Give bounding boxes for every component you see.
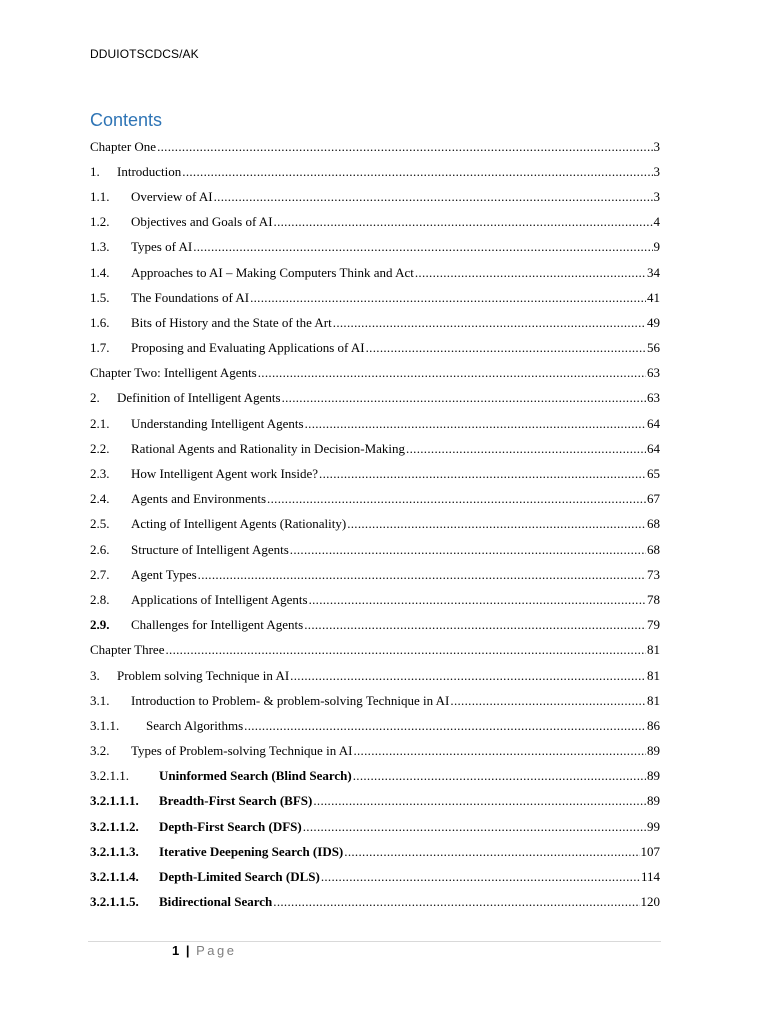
toc-entry-page: 114 (640, 869, 660, 885)
toc-entry-page: 3 (653, 163, 660, 179)
toc-entry[interactable] (90, 789, 660, 814)
toc-entry-page: 79 (647, 617, 660, 633)
toc-leader-dots (157, 139, 652, 155)
toc-entry-title: Agents and Environments (131, 491, 267, 507)
toc-entry[interactable] (90, 638, 660, 663)
toc-entry[interactable] (90, 411, 660, 436)
toc-entry-page: 86 (647, 717, 660, 733)
toc-leader-dots (250, 290, 646, 306)
toc-entry-title: Types of AI (131, 239, 193, 255)
toc-entry-title: Challenges for Intelligent Agents (131, 617, 304, 633)
toc-leader-dots (305, 416, 646, 432)
toc-entry-number: 2.5. (90, 516, 110, 532)
toc-entry-page: 89 (647, 743, 660, 759)
footer-page-number: 1 (172, 943, 180, 958)
toc-entry-page: 63 (647, 365, 660, 381)
toc-entry-number: 3.2.1.1.5. (90, 894, 139, 910)
toc-leader-dots (193, 239, 652, 255)
toc-entry-number: 3. (90, 667, 100, 683)
contents-title: Contents (90, 110, 163, 130)
toc-entry-page: 64 (647, 415, 660, 431)
toc-entry[interactable] (90, 890, 660, 915)
toc-entry-title: Definition of Intelligent Agents (117, 390, 281, 406)
toc-entry-number: 1.2. (90, 214, 110, 230)
toc-entry-page: 107 (640, 843, 660, 859)
toc-entry[interactable] (90, 461, 660, 486)
toc-entry-page: 4 (653, 214, 660, 230)
toc-entry[interactable] (90, 512, 660, 537)
toc-leader-dots (303, 819, 646, 835)
toc-leader-dots (282, 390, 646, 406)
toc-entry-page: 68 (647, 516, 660, 532)
toc-entry[interactable] (90, 386, 660, 411)
toc-entry-number: 2.6. (90, 541, 110, 557)
toc-entry-title: Breadth-First Search (BFS) (159, 793, 313, 809)
toc-entry[interactable] (90, 285, 660, 310)
toc-entry-page: 78 (647, 591, 660, 607)
toc-entry-title: Proposing and Evaluating Applications of AI (131, 340, 365, 356)
toc-leader-dots (214, 189, 653, 205)
toc-entry-number: 3.2.1.1.4. (90, 869, 139, 885)
toc-entry[interactable] (90, 159, 660, 184)
toc-entry-title: Understanding Intelligent Agents (131, 415, 304, 431)
toc-leader-dots (313, 793, 646, 809)
toc-entry-page: 68 (647, 541, 660, 557)
toc-leader-dots (267, 491, 646, 507)
toc-entry-page: 34 (647, 264, 660, 280)
toc-entry-number: 2.7. (90, 566, 110, 582)
toc-entry-number: 2. (90, 390, 100, 406)
toc-leader-dots (353, 768, 646, 784)
toc-leader-dots (198, 567, 646, 583)
toc-entry[interactable] (90, 688, 660, 713)
toc-entry-title: Applications of Intelligent Agents (131, 591, 308, 607)
toc-entry[interactable] (90, 336, 660, 361)
toc-entry-title: Approaches to AI – Making Computers Think and Act (131, 264, 414, 280)
toc-entry-title: Search Algorithms (146, 717, 244, 733)
toc-entry-title: Types of Problem-solving Technique in AI (131, 743, 353, 759)
toc-entry[interactable] (90, 436, 660, 461)
toc-entry-title: Bidirectional Search (159, 894, 273, 910)
toc-leader-dots (182, 164, 652, 180)
toc-entry[interactable] (90, 713, 660, 738)
toc-entry-number: 2.8. (90, 591, 110, 607)
toc-leader-dots (165, 642, 646, 658)
toc-entry-number: 2.1. (90, 415, 110, 431)
toc-entry-number: 1.3. (90, 239, 110, 255)
toc-entry-number: 1.4. (90, 264, 110, 280)
footer-divider (88, 941, 661, 942)
page-footer (172, 943, 237, 958)
header-code: DDUIOTSCDCS/AK (90, 47, 199, 61)
toc-entry-page: 63 (647, 390, 660, 406)
toc-entry-title: How Intelligent Agent work Inside? (131, 466, 319, 482)
toc-entry-number: 1.7. (90, 340, 110, 356)
toc-entry-title: Introduction to Problem- & problem-solving Technique in AI (131, 692, 450, 708)
toc-entry-page: 120 (640, 894, 660, 910)
toc-entry[interactable] (90, 663, 660, 688)
toc-leader-dots (309, 592, 646, 608)
toc-entry[interactable] (90, 310, 660, 335)
toc-entry-title: Acting of Intelligent Agents (Rationality) (131, 516, 347, 532)
toc-leader-dots (290, 542, 646, 558)
toc-entry[interactable] (90, 210, 660, 235)
toc-entry-page: 56 (647, 340, 660, 356)
toc-entry-title: Problem solving Technique in AI (117, 667, 290, 683)
toc-leader-dots (321, 869, 640, 885)
toc-entry-number: 3.2.1.1. (90, 768, 129, 784)
toc-entry[interactable] (90, 587, 660, 612)
toc-entry-title: Rational Agents and Rationality in Decision-Making (131, 440, 406, 456)
toc-leader-dots (406, 441, 646, 457)
toc-entry[interactable] (90, 562, 660, 587)
toc-entry-number: 3.2. (90, 743, 110, 759)
toc-entry[interactable] (90, 487, 660, 512)
toc-entry-number: 2.3. (90, 466, 110, 482)
toc-entry-number: 3.1.1. (90, 717, 120, 733)
toc-entry[interactable] (90, 839, 660, 864)
toc-entry-page: 65 (647, 466, 660, 482)
toc-entry-number: 2.9. (90, 617, 110, 633)
footer-page-word: Page (196, 943, 237, 958)
toc-entry[interactable] (90, 864, 660, 889)
toc-entry-page: 3 (653, 138, 660, 154)
toc-leader-dots (415, 265, 646, 281)
toc-leader-dots (258, 365, 646, 381)
toc-entry-page: 81 (647, 667, 660, 683)
toc-entry-title: Structure of Intelligent Agents (131, 541, 289, 557)
table-of-contents (90, 134, 660, 915)
toc-entry-number: 3.2.1.1.2. (90, 818, 139, 834)
toc-entry-number: 1.1. (90, 188, 110, 204)
toc-entry-title: Uninformed Search (Blind Search) (159, 768, 352, 784)
toc-entry-page: 81 (647, 642, 660, 658)
toc-leader-dots (366, 340, 646, 356)
toc-entry-page: 64 (647, 440, 660, 456)
toc-entry[interactable] (90, 361, 660, 386)
toc-entry-title: Chapter Three (90, 642, 165, 658)
toc-leader-dots (319, 466, 646, 482)
toc-leader-dots (344, 844, 639, 860)
toc-entry-page: 67 (647, 491, 660, 507)
toc-entry-page: 49 (647, 314, 660, 330)
toc-entry-title: Introduction (117, 163, 182, 179)
toc-entry[interactable] (90, 134, 660, 159)
toc-leader-dots (244, 718, 646, 734)
toc-entry-number: 1. (90, 163, 100, 179)
toc-entry[interactable] (90, 537, 660, 562)
toc-leader-dots (273, 894, 639, 910)
toc-leader-dots (353, 743, 646, 759)
toc-entry-title: Objectives and Goals of AI (131, 214, 273, 230)
toc-entry-page: 73 (647, 566, 660, 582)
toc-entry-page: 81 (647, 692, 660, 708)
toc-entry-title: Depth-First Search (DFS) (159, 818, 302, 834)
toc-entry-title: Overview of AI (131, 188, 213, 204)
toc-leader-dots (290, 668, 646, 684)
toc-entry-number: 2.2. (90, 440, 110, 456)
footer-separator: | (185, 943, 190, 958)
toc-entry-page: 9 (653, 239, 660, 255)
toc-entry-title: Agent Types (131, 566, 197, 582)
toc-entry-page: 99 (647, 818, 660, 834)
toc-entry-number: 3.2.1.1.1. (90, 793, 139, 809)
toc-entry[interactable] (90, 739, 660, 764)
toc-entry[interactable] (90, 184, 660, 209)
toc-entry[interactable] (90, 235, 660, 260)
toc-leader-dots (347, 516, 646, 532)
toc-leader-dots (333, 315, 646, 331)
toc-entry[interactable] (90, 613, 660, 638)
toc-entry-title: The Foundations of AI (131, 289, 250, 305)
toc-entry[interactable] (90, 260, 660, 285)
toc-entry-page: 41 (647, 289, 660, 305)
toc-entry-title: Bits of History and the State of the Art (131, 314, 332, 330)
toc-entry-title: Chapter Two: Intelligent Agents (90, 365, 257, 381)
toc-entry[interactable] (90, 814, 660, 839)
toc-entry-title: Chapter One (90, 138, 157, 154)
toc-entry-page: 89 (647, 793, 660, 809)
toc-entry-number: 2.4. (90, 491, 110, 507)
toc-entry-page: 89 (647, 768, 660, 784)
toc-entry[interactable] (90, 764, 660, 789)
toc-leader-dots (274, 214, 653, 230)
toc-entry-number: 1.5. (90, 289, 110, 305)
toc-entry-number: 1.6. (90, 314, 110, 330)
toc-entry-number: 3.1. (90, 692, 110, 708)
toc-leader-dots (450, 693, 646, 709)
toc-entry-title: Iterative Deepening Search (IDS) (159, 843, 344, 859)
toc-entry-page: 3 (653, 188, 660, 204)
toc-entry-title: Depth-Limited Search (DLS) (159, 869, 320, 885)
toc-leader-dots (304, 617, 646, 633)
toc-entry-number: 3.2.1.1.3. (90, 843, 139, 859)
